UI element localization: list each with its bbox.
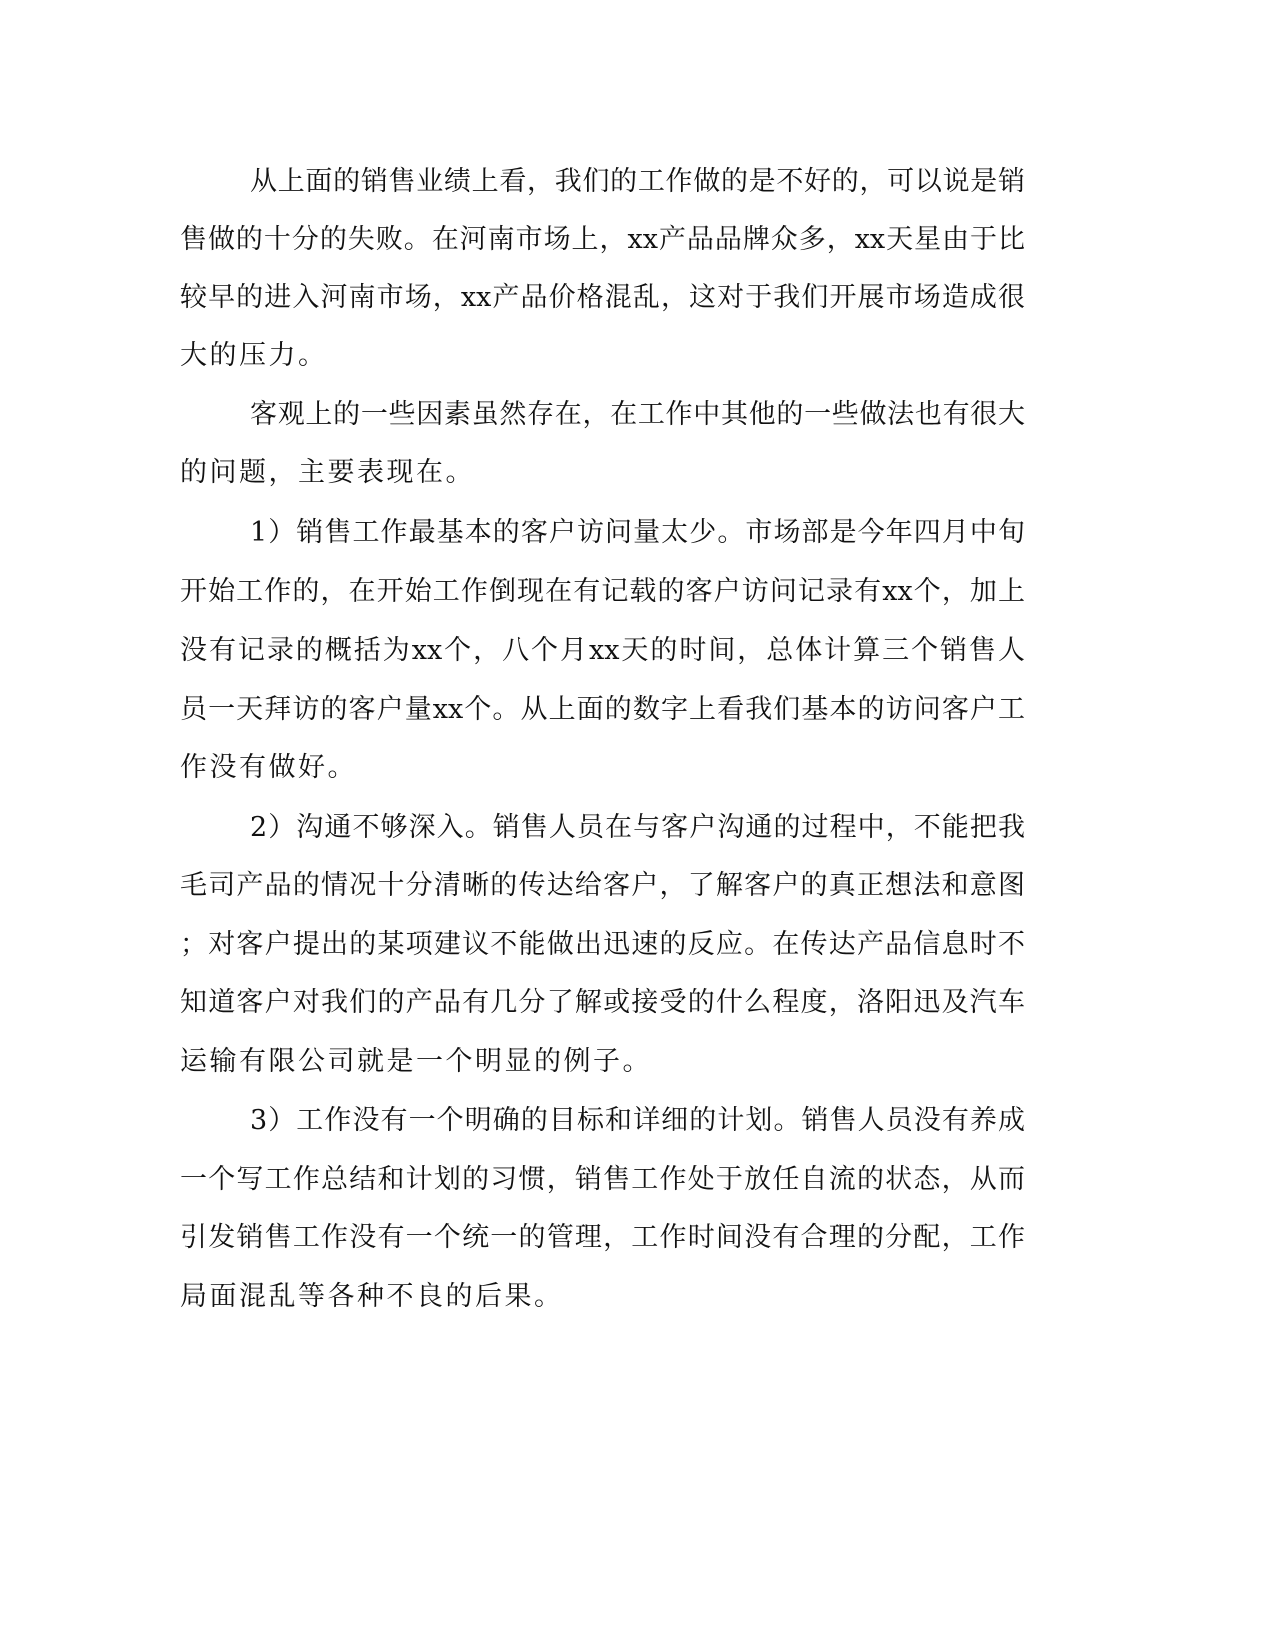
paragraph-5-line-1: 3）工作没有一个明确的目标和详细的计划。销售人员没有养成: [250, 1105, 1025, 1136]
paragraph-2-line-1: 客观上的一些因素虽然存在，在工作中其他的一些做法也有很大: [250, 399, 1025, 430]
paragraph-3-line-1: 1）销售工作最基本的客户访问量太少。市场部是今年四月中旬: [250, 517, 1025, 548]
paragraph-3-line-3: 没有记录的概括为xx个，八个月xx天的时间，总体计算三个销售人: [180, 635, 1025, 666]
paragraph-3-line-4: 员一天拜访的客户量xx个。从上面的数字上看我们基本的访问客户工: [180, 694, 1025, 725]
paragraph-1-line-2: 售做的十分的失败。在河南市场上，xx产品品牌众多，xx天星由于比: [180, 224, 1025, 255]
paragraph-4-line-2: 毛司产品的情况十分清晰的传达给客户，了解客户的真正想法和意图: [180, 870, 1025, 901]
paragraph-1-line-3: 较早的进入河南市场，xx产品价格混乱，这对于我们开展市场造成很: [180, 282, 1025, 313]
paragraph-3-line-2: 开始工作的，在开始工作倒现在有记载的客户访问记录有xx个，加上: [180, 576, 1025, 607]
paragraph-5-line-2: 一个写工作总结和计划的习惯，销售工作处于放任自流的状态，从而: [180, 1164, 1025, 1195]
paragraph-1-line-1: 从上面的销售业绩上看，我们的工作做的是不好的，可以说是销: [250, 166, 1025, 197]
paragraph-4-line-3: ；对客户提出的某项建议不能做出迅速的反应。在传达产品信息时不: [180, 929, 1025, 960]
paragraph-2-line-2: 的问题，主要表现在。: [180, 457, 475, 488]
paragraph-4-line-1: 2）沟通不够深入。销售人员在与客户沟通的过程中，不能把我: [250, 812, 1025, 843]
paragraph-4-line-4: 知道客户对我们的产品有几分了解或接受的什么程度，洛阳迅及汽车: [180, 987, 1025, 1018]
paragraph-5-line-3: 引发销售工作没有一个统一的管理，工作时间没有合理的分配，工作: [180, 1222, 1025, 1253]
paragraph-3-line-5: 作没有做好。: [180, 752, 357, 783]
paragraph-4-line-5: 运输有限公司就是一个明显的例子。: [180, 1046, 652, 1077]
paragraph-1-line-4: 大的压力。: [180, 340, 328, 371]
paragraph-5-line-4: 局面混乱等各种不良的后果。: [180, 1281, 564, 1312]
